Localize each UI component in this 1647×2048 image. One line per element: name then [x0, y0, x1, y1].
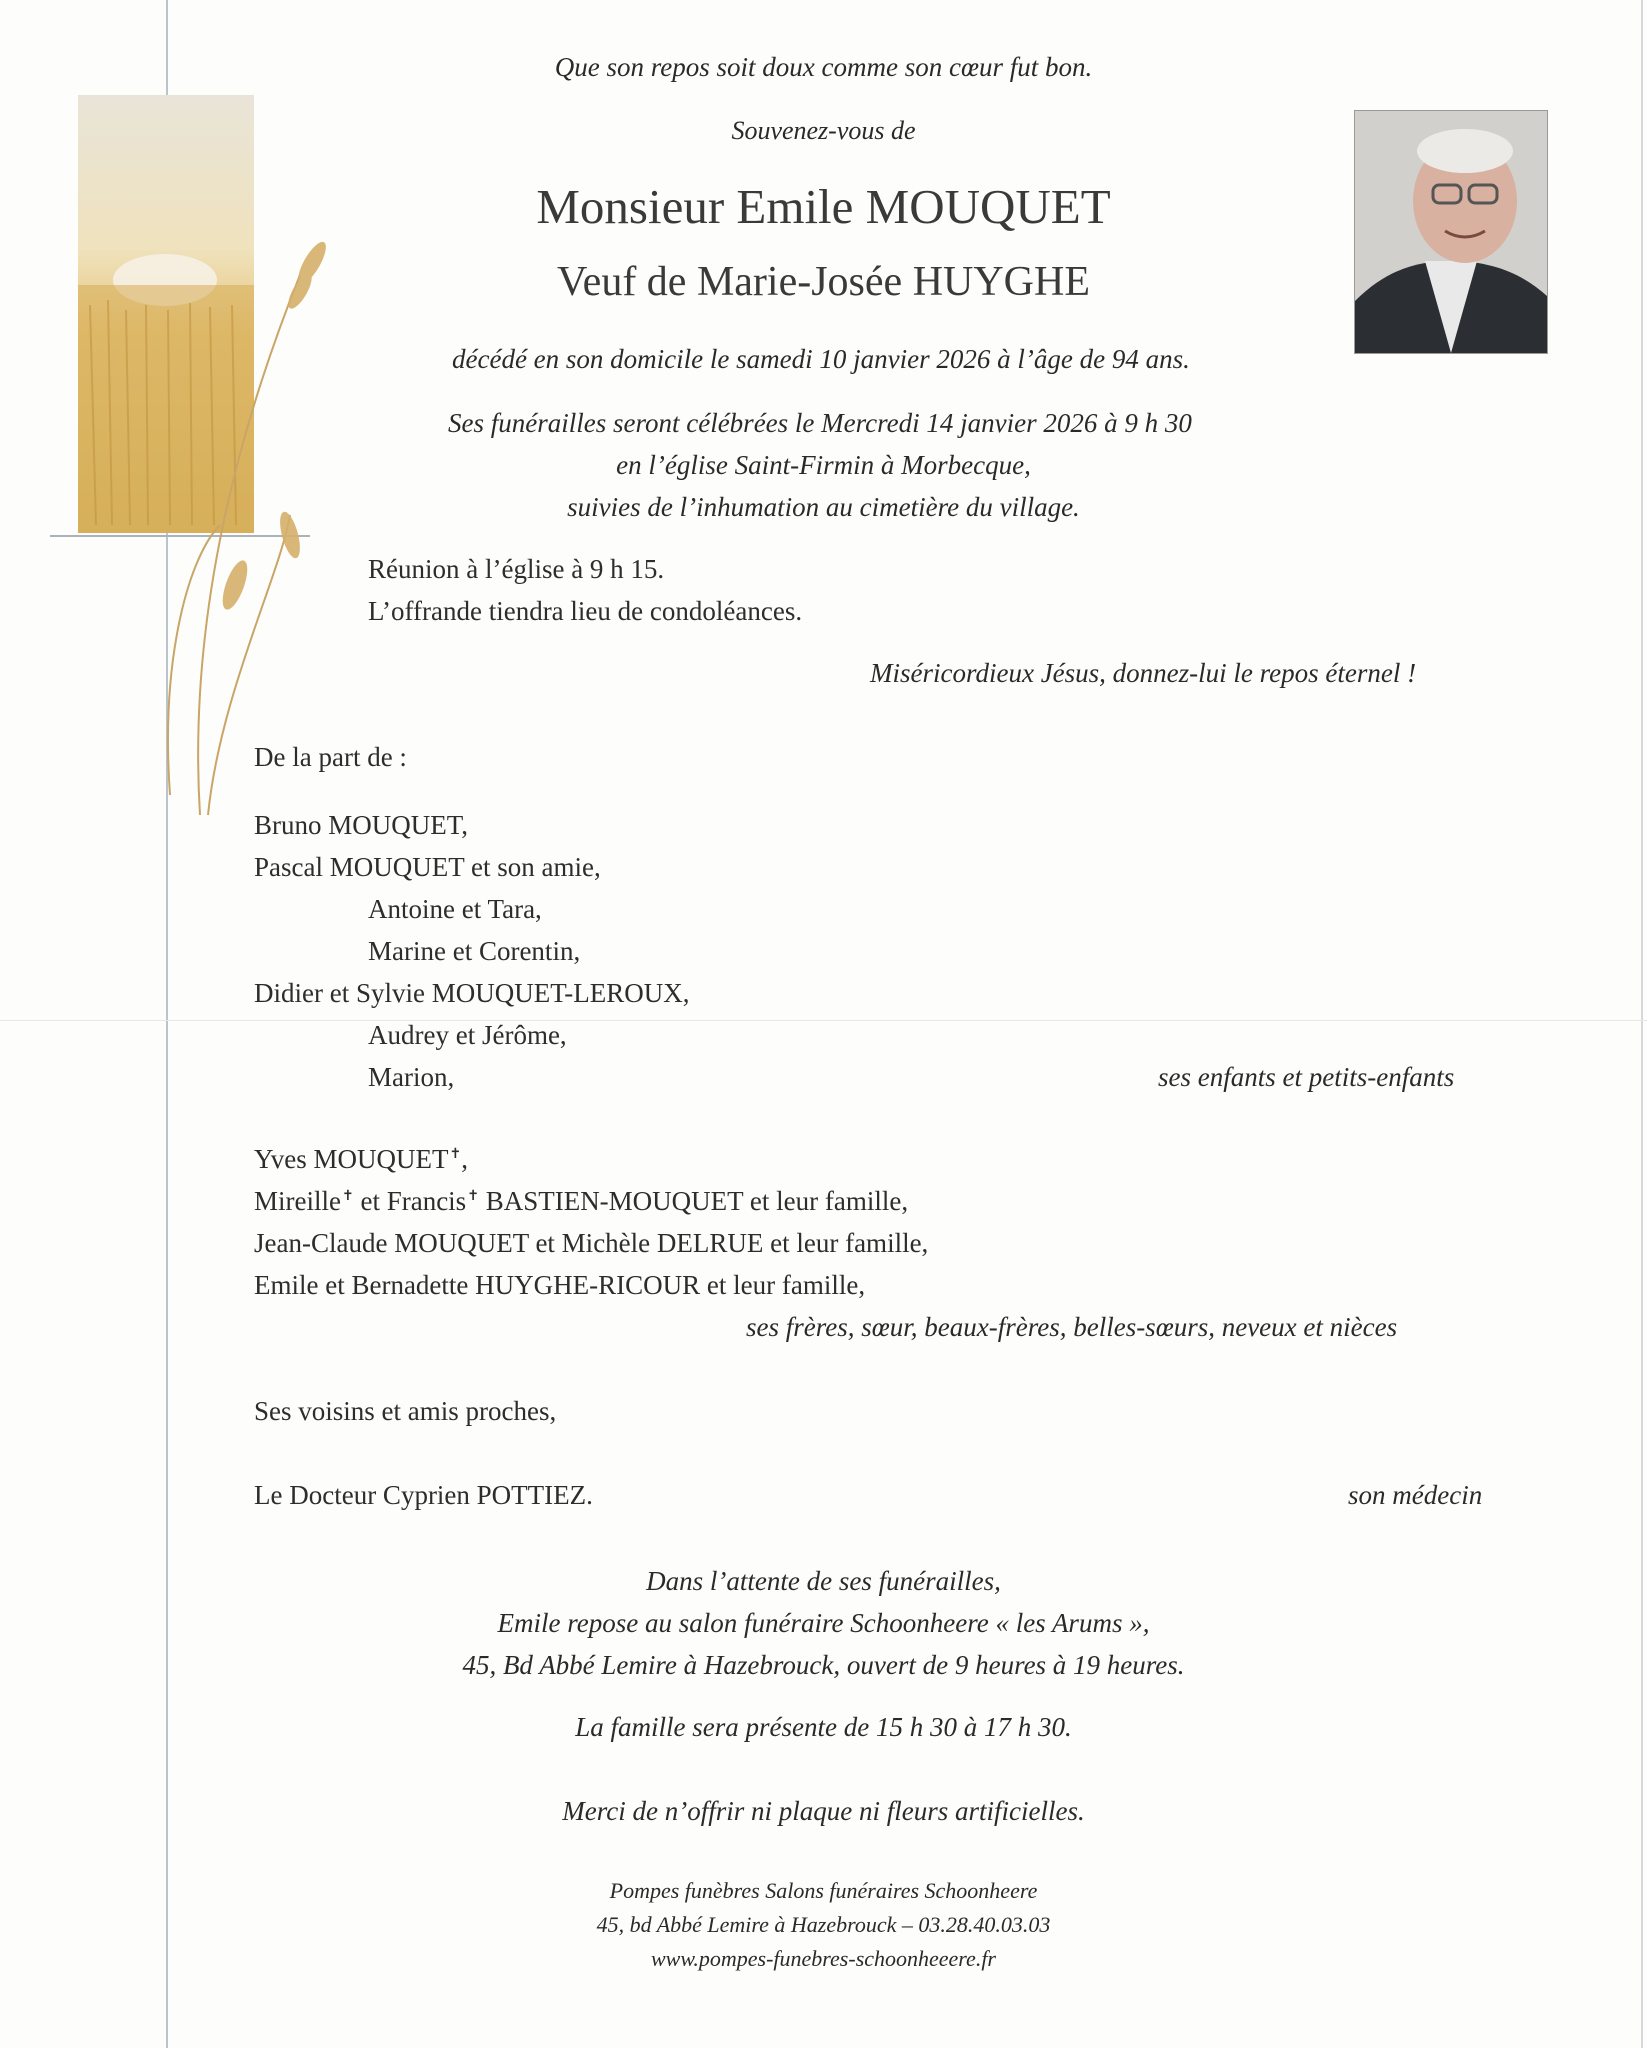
viewing-line-2: Emile repose au salon funéraire Schoonheere « les Arums », [497, 1608, 1150, 1638]
family-line: Pascal MOUQUET et son amie, [254, 852, 601, 882]
funeral-line-1: Ses funérailles seront célébrées le Mercredi 14 janvier 2026 à 9 h 30 [448, 408, 1192, 438]
viewing-line-3: 45, Bd Abbé Lemire à Hazebrouck, ouvert de 9 heures à 19 heures. [462, 1650, 1185, 1680]
family-line: Bruno MOUQUET, [254, 810, 468, 840]
comma: , [461, 1144, 469, 1174]
deceased-name: Monsieur Emile MOUQUET [536, 179, 1111, 234]
sibling-name: Mireille [254, 1186, 341, 1216]
sibling-name: Yves MOUQUET [254, 1144, 449, 1174]
fold-line [0, 1020, 1647, 1021]
children-relation: ses enfants et petits-enfants [1158, 1062, 1455, 1092]
funeral-line-2: en l’église Saint-Firmin à Morbecque, [616, 450, 1031, 480]
family-line: Audrey et Jérôme, [368, 1020, 567, 1050]
prayer-line: Miséricordieux Jésus, donnez-lui le repos éternel ! [870, 658, 1417, 688]
death-notice: décédé en son domicile le samedi 10 janvier 2026 à l’âge de 94 ans. [452, 344, 1190, 374]
funeral-home-address: 45, bd Abbé Lemire à Hazebrouck – 03.28.40.03.03 [596, 1912, 1051, 1937]
sibling-line-bastien [254, 1186, 908, 1217]
sibling-name: BASTIEN-MOUQUET et leur famille, [478, 1186, 909, 1216]
funeral-home-name: Pompes funèbres Salons funéraires Schoonheere [609, 1878, 1038, 1903]
meeting-line-2: L’offrande tiendra lieu de condoléances. [368, 596, 803, 626]
widower-line: Veuf de Marie-Josée HUYGHE [557, 259, 1090, 305]
from-label: De la part de : [254, 742, 407, 772]
cross-icon: ✝ [341, 1189, 354, 1204]
funeral-line-3: suivies de l’inhumation au cimetière du village. [567, 492, 1080, 522]
neighbors-line: Ses voisins et amis proches, [254, 1396, 557, 1426]
family-presence: La famille sera présente de 15 h 30 à 17 h 30. [575, 1712, 1072, 1742]
family-line: Didier et Sylvie MOUQUET-LEROUX, [254, 978, 690, 1008]
cross-icon: ✝ [449, 1147, 462, 1162]
doctor-relation: son médecin [1348, 1480, 1483, 1510]
meeting-line-1: Réunion à l’église à 9 h 15. [368, 554, 665, 584]
flowers-request: Merci de n’offrir ni plaque ni fleurs artificielles. [562, 1796, 1085, 1826]
family-line: Marion, [368, 1062, 455, 1092]
family-line: Antoine et Tara, [368, 894, 542, 924]
funeral-home-website: www.pompes-funebres-schoonheeere.fr [650, 1946, 996, 1971]
family-line: Marine et Corentin, [368, 936, 581, 966]
sibling-name: et Francis [353, 1186, 467, 1216]
cross-icon: ✝ [467, 1189, 479, 1204]
sibling-line: Emile et Bernadette HUYGHE-RICOUR et leur famille, [254, 1270, 866, 1300]
epitaph: Que son repos soit doux comme son cœur fut bon. [554, 52, 1093, 82]
sibling-line-yves [254, 1144, 468, 1175]
viewing-line-1: Dans l’attente de ses funérailles, [646, 1566, 1001, 1596]
sibling-line: Jean-Claude MOUQUET et Michèle DELRUE et leur famille, [254, 1228, 929, 1258]
siblings-relation: ses frères, sœur, beaux-frères, belles-sœurs, neveux et nièces [746, 1312, 1398, 1342]
remember-line: Souvenez-vous de [731, 116, 916, 145]
doctor-name: Le Docteur Cyprien POTTIEZ. [254, 1480, 593, 1510]
